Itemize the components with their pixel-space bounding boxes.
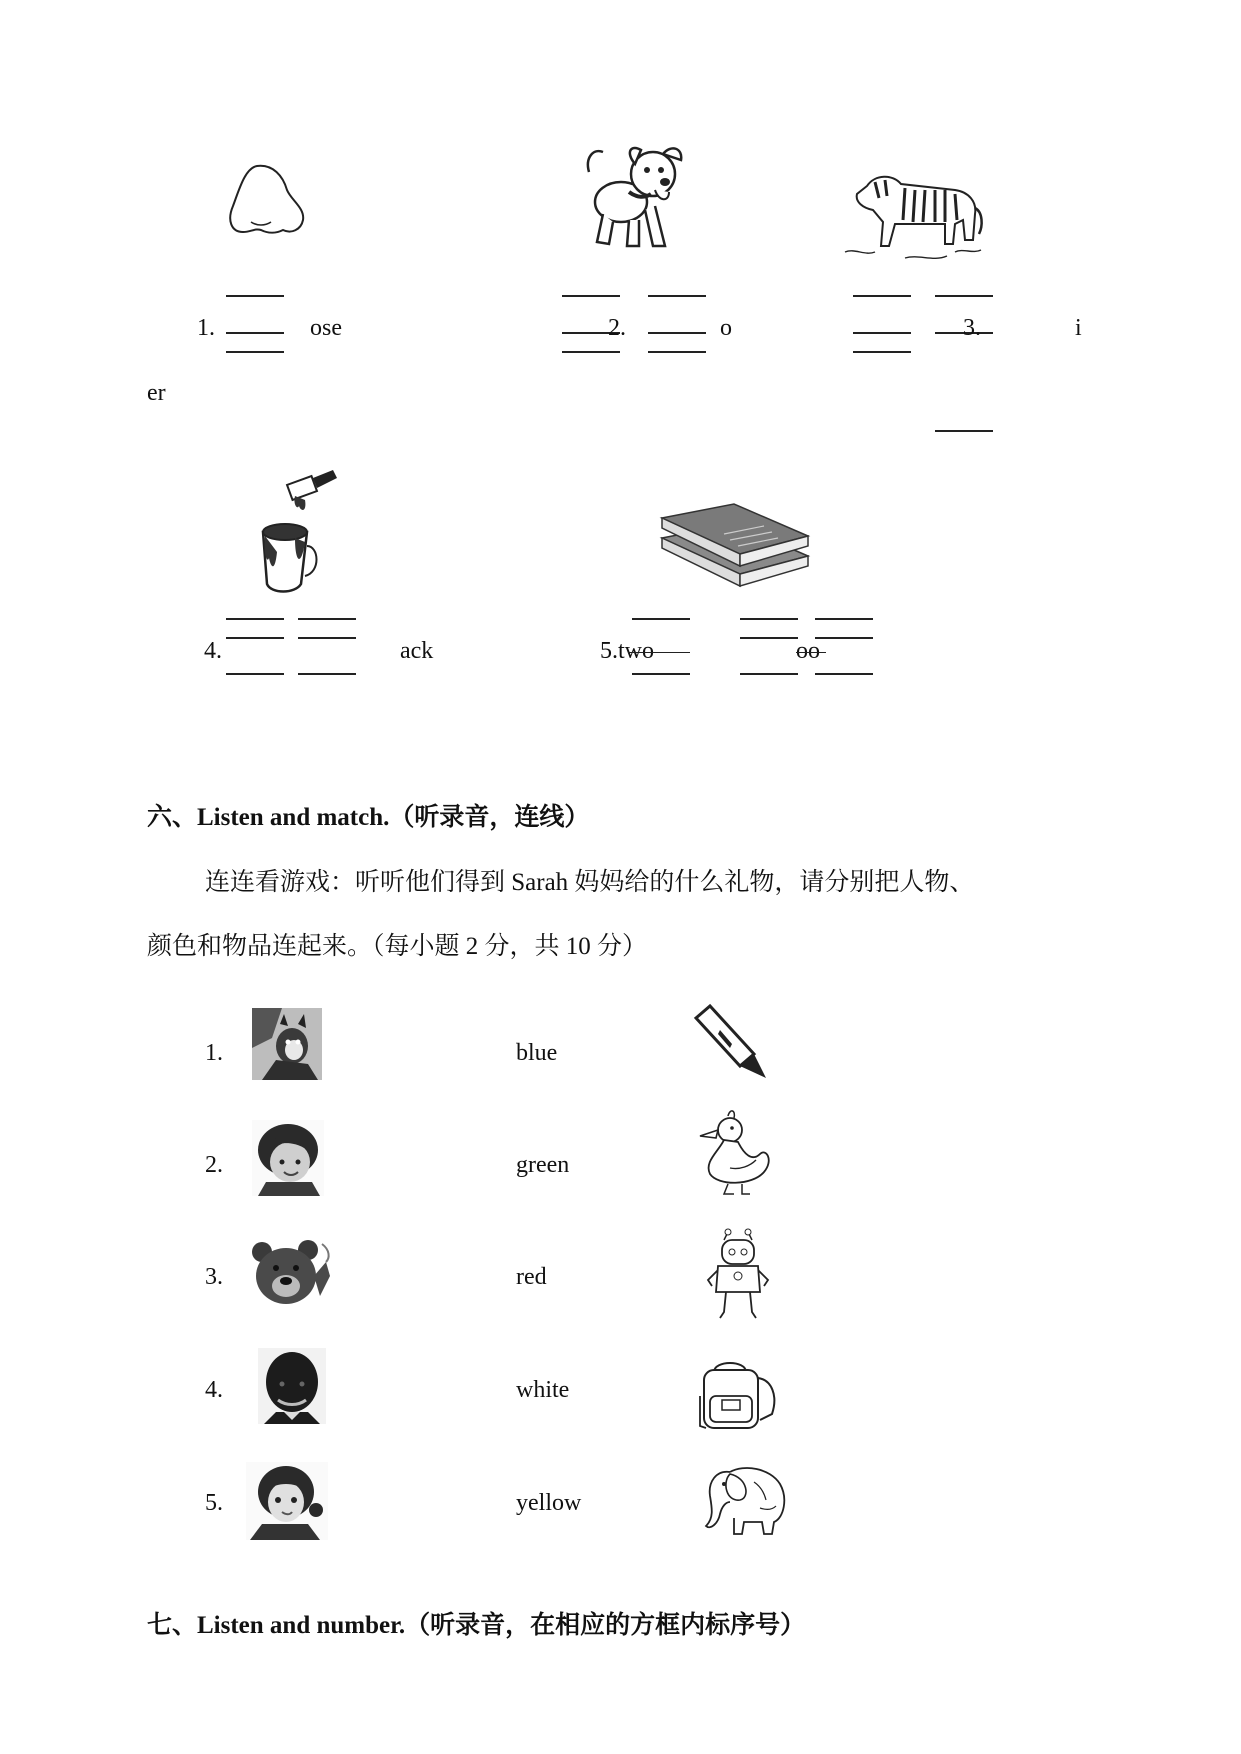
item4-suffix: ack: [400, 638, 434, 664]
books-icon: [660, 494, 810, 594]
item2-number: 2.: [608, 315, 626, 341]
item4-number: 4.: [204, 638, 222, 664]
dark-boy-photo: [258, 1348, 326, 1424]
row3-color: red: [516, 1264, 547, 1290]
item5-suffix: oo: [796, 638, 820, 664]
part6-instruction-line2: 颜色和物品连起来。（每小题 2 分，共 10 分）: [147, 933, 648, 960]
part6-instruction-line1: 连连看游戏：听听他们得到 Sarah 妈妈给的什么礼物，请分别把人物、: [205, 869, 975, 896]
row4-color: white: [516, 1377, 570, 1403]
item3-suffix: i: [1075, 315, 1082, 341]
item1-number: 1.: [197, 315, 215, 341]
part6-heading: 六、Listen and match.（听录音，连线）: [147, 804, 590, 831]
item3-wrap-text: er: [147, 380, 166, 406]
schoolbag-icon: [696, 1356, 780, 1436]
part7-heading: 七、Listen and number.（听录音，在相应的方框内标序号）: [147, 1612, 806, 1639]
squirrel-photo: [252, 1008, 322, 1080]
duck-icon: [694, 1108, 774, 1196]
item5-number: 5.two: [600, 638, 654, 664]
row1-number: 1.: [205, 1040, 223, 1066]
elephant-icon: [700, 1458, 788, 1538]
row3-number: 3.: [205, 1264, 223, 1290]
robot-icon: [704, 1228, 776, 1322]
row1-color: blue: [516, 1040, 558, 1066]
row5-number: 5.: [205, 1490, 223, 1516]
tiger-icon: [845, 168, 985, 264]
nose-icon: [225, 160, 310, 240]
row5-color: yellow: [516, 1490, 582, 1516]
row2-color: green: [516, 1152, 570, 1178]
girl-photo: [246, 1462, 328, 1540]
row2-number: 2.: [205, 1152, 223, 1178]
boy-photo: [252, 1120, 324, 1196]
bear-photo: [246, 1236, 332, 1312]
item3-number: 3.: [963, 315, 981, 341]
dog-icon: [585, 142, 690, 254]
crayon-icon: [694, 1004, 768, 1080]
paint-bucket-icon: [255, 472, 355, 596]
row4-number: 4.: [205, 1377, 223, 1403]
item2-suffix: o: [720, 315, 732, 341]
item1-suffix: ose: [310, 315, 342, 341]
